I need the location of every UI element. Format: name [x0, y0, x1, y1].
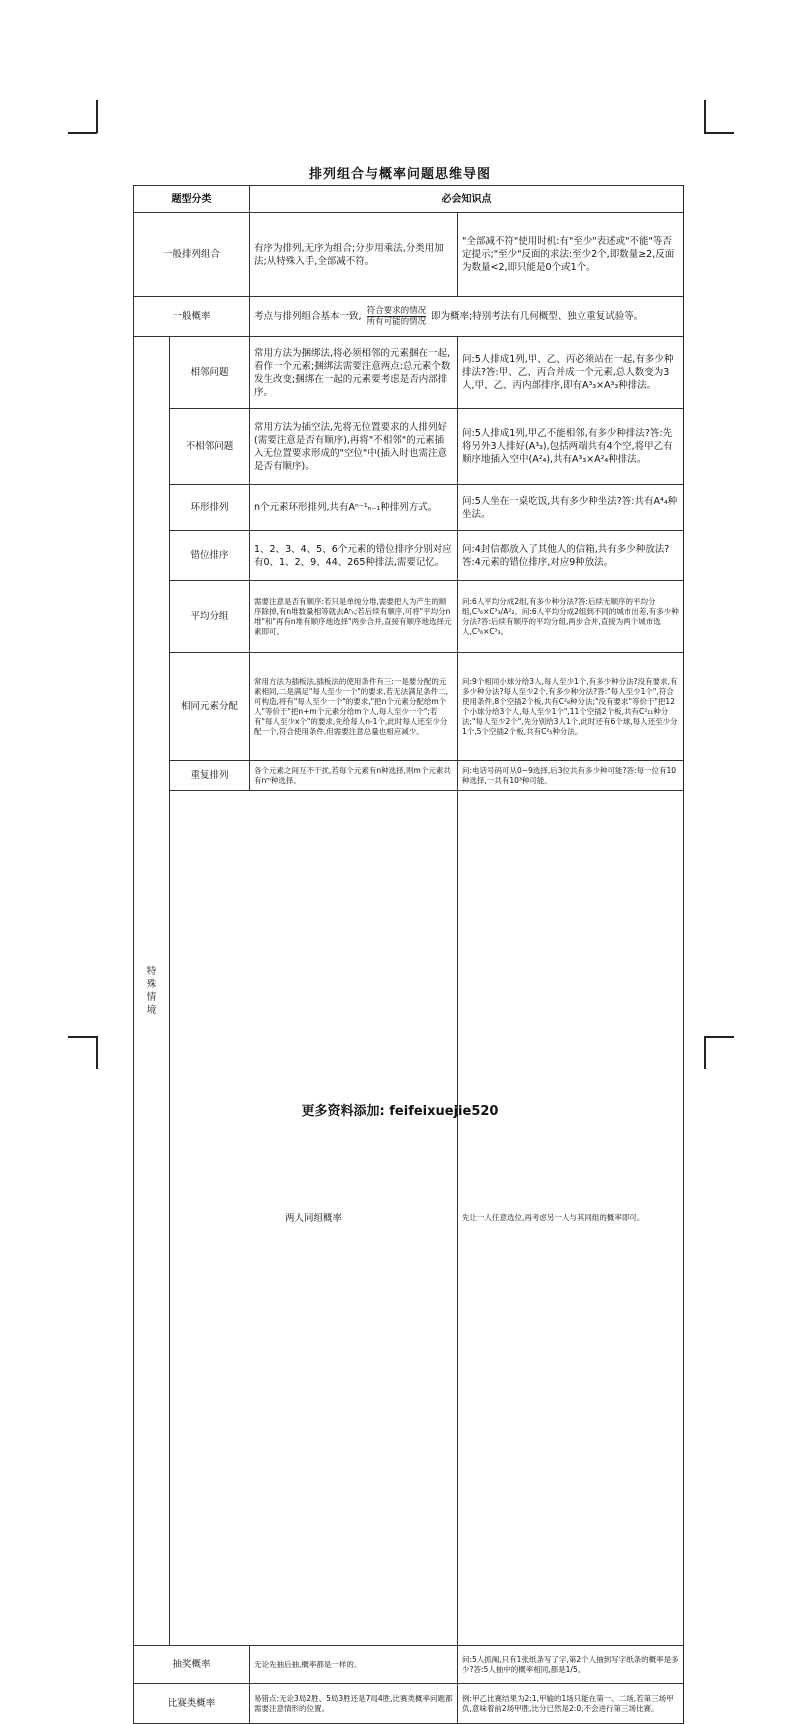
document-title: 排列组合与概率问题思维导图: [308, 167, 491, 182]
subcategory-label: 平均分组: [170, 581, 250, 653]
knowledge-text-a: 考点与排列组合基本一致,: [254, 311, 362, 322]
category-label: 一般排列组合: [134, 213, 250, 297]
row-general-probability: [134, 297, 684, 337]
knowledge-cell: 有序为排列,无序为组合;分步用乘法,分类用加法;从特殊入手,全部减不符。: [250, 213, 458, 297]
subcategory-label: 错位排序: [170, 531, 250, 581]
row-circular: [134, 485, 684, 531]
example-cell: 问:电话号码可从0~9选择,后3位共有多少种可能?答:每一位有10种选择,一共有10³种可能。: [458, 761, 684, 791]
row-repeat-permutation: [134, 761, 684, 791]
subcategory-label: 相同元素分配: [170, 653, 250, 761]
header-category: 题型分类: [134, 186, 250, 213]
row-lottery-probability: [134, 1646, 684, 1684]
knowledge-cell: 先让一人任意选位,再考虑另一人与其同组的概率即可。: [458, 791, 684, 1646]
special-situation-label: [134, 337, 170, 1646]
category-label: 抽奖概率: [134, 1646, 250, 1684]
fraction-denominator: 所有可能的情况: [366, 317, 427, 327]
crop-mark-top-left-h: [68, 132, 97, 134]
category-label: 比赛类概率: [134, 1684, 250, 1724]
row-match-probability: [134, 1684, 684, 1724]
header-knowledge: 必会知识点: [250, 186, 684, 213]
knowledge-cell: 常用方法为捆绑法,将必须相邻的元素捆在一起,看作一个元素;捆绑法需要注意两点:总元素个数发生改变;捆绑在一起的元素要考虑是否内部排序。: [250, 337, 458, 409]
example-cell: 例:甲乙比赛结果为2:1,甲输的1场只能在第一、二场,若第三场甲负,意味着前2场甲胜,比分已然是2:0,不会进行第三场比赛。: [458, 1684, 684, 1724]
knowledge-cell: 常用方法为插板法,插板法的使用条件有三:一是要分配的元素相同,二是满足"每人至少一个"的要求,若无法满足条件二,可构造,将有"每人至少一个"的要求,"把n个元素分配给m个人"等价于"把n+m个元素分给m个人,每人至少一个";若有"每人至少x个"的要求,先给每人n-1个,此时每人还至少分配一个,符合使用条件,但需要注意总量也相应减少。: [250, 653, 458, 761]
crop-mark-bottom-left-v: [96, 1036, 98, 1069]
example-cell: 问:6人平均分成2组,有多少种分法?答:后续无顺序的平均分组,C³₆×C³₃/A²₂。问:6人平均分成2组到不同的城市出差,有多少种分法?答:后续有顺序的平均分组,两步合并,直接为两个城市选人,C³₆×C³₃。: [458, 581, 684, 653]
knowledge-cell: n个元素环形排列,共有Aⁿ⁻¹ₙ₋₁种排列方式。: [250, 485, 458, 531]
probability-fraction: [367, 306, 427, 327]
subcategory-label: 环形排列: [170, 485, 250, 531]
knowledge-cell: 常用方法为插空法,先将无位置要求的人排列好(需要注意是否有顺序),再将"不相邻"的元素插入无位置要求形成的"空位"中(插入时也需注意是否有顺序)。: [250, 409, 458, 485]
knowledge-cell: [250, 297, 684, 337]
crop-mark-top-right-h: [704, 132, 734, 134]
row-same-element-distribution: [134, 653, 684, 761]
example-cell: 问:5人抓阄,只有1张纸条写了字,第2个人抽到写字纸条的概率是多少?答:5人抽中的概率相同,都是1/5。: [458, 1646, 684, 1684]
category-label: 一般概率: [134, 297, 250, 337]
example-cell: 问:9个相同小球分给3人,每人至少1个,有多少种分法?没有要求,有多少种分法?每人至少2个,有多少种分法?答:"每人至少1个",符合使用条件,8个空插2个板,共有C²₈种分法;"没有要求"等价于"把12个小球分给3个人,每人至少1个",11个空插2个板,共有C²₁₁种分法;"每人至少2个",先分别给3人1个,此时还有6个球,每人还至少分1个,5个空插2个板,共有C²₅种分法。: [458, 653, 684, 761]
knowledge-cell: 各个元素之间互不干扰,若每个元素有n种选择,则m个元素共有nᵐ种选择。: [250, 761, 458, 791]
knowledge-cell: 需要注意是否有顺序:若只是单纯分堆,需要把人为产生的顺序除掉,有n堆数量相等就去Aⁿₙ;若后续有顺序,可将"平均分n堆"和"再有n堆有顺序地选择"两步合并,直接有顺序地选择元素即可。: [250, 581, 458, 653]
crop-mark-bottom-right-h: [704, 1036, 734, 1038]
example-cell: 问:5人排成1列,甲乙不能相邻,有多少种排法?答:先将另外3人排好(A³₃),包括两端共有4个空,将甲乙有顺序地插入空中(A²₄),共有A³₃×A²₄种排法。: [458, 409, 684, 485]
example-cell: "全部减不符"使用时机:有"至少"表述或"不能"等否定提示;"至少"反面的求法:至少2个,即数量≥2,反面为数量<2,即只能是0个或1个。: [458, 213, 684, 297]
example-cell: 问:5人坐在一桌吃饭,共有多少种坐法?答:共有A⁴₄种坐法。: [458, 485, 684, 531]
knowledge-text-b: 即为概率;特别考法有几何概型、独立重复试验等。: [431, 311, 644, 322]
category-label: 两人同组概率: [170, 791, 458, 1646]
crop-mark-bottom-left-h: [68, 1036, 97, 1038]
row-adjacent: [134, 337, 684, 409]
row-pair-group-probability: [134, 791, 684, 1646]
special-situation-text: 特殊情境: [146, 966, 157, 1016]
crop-mark-top-left-v: [96, 100, 98, 133]
footer-note: 更多资料添加: feifeixuejie520: [301, 1104, 499, 1119]
row-derangement: [134, 531, 684, 581]
subcategory-label: 不相邻问题: [170, 409, 250, 485]
knowledge-cell: 1、2、3、4、5、6个元素的错位排序分别对应有0、1、2、9、44、265种排法,需要记忆。: [250, 531, 458, 581]
header-row: [134, 186, 684, 213]
fraction-numerator: 符合要求的情况: [366, 306, 427, 316]
crop-mark-bottom-right-v: [704, 1036, 706, 1069]
subcategory-label: 相邻问题: [170, 337, 250, 409]
knowledge-cell: 易错点:无论3局2胜、5局3胜还是7局4胜,比赛类概率问题都需要注意情形的位置。: [250, 1684, 458, 1724]
row-general-permutation: [134, 213, 684, 297]
mind-map-table: [133, 185, 684, 1724]
row-non-adjacent: [134, 409, 684, 485]
crop-mark-top-right-v: [704, 100, 706, 133]
row-average-grouping: [134, 581, 684, 653]
example-cell: 问:4封信都放入了其他人的信箱,共有多少种放法?答:4元素的错位排序,对应9种放法。: [458, 531, 684, 581]
example-cell: 问:5人排成1列,甲、乙、丙必须站在一起,有多少种排法?答:甲、乙、丙合并成一个元素,总人数变为3人,甲、乙、丙内部排序,即有A³₃×A³₃种排法。: [458, 337, 684, 409]
subcategory-label: 重复排列: [170, 761, 250, 791]
knowledge-cell: 无论先抽后抽,概率都是一样的。: [250, 1646, 458, 1684]
